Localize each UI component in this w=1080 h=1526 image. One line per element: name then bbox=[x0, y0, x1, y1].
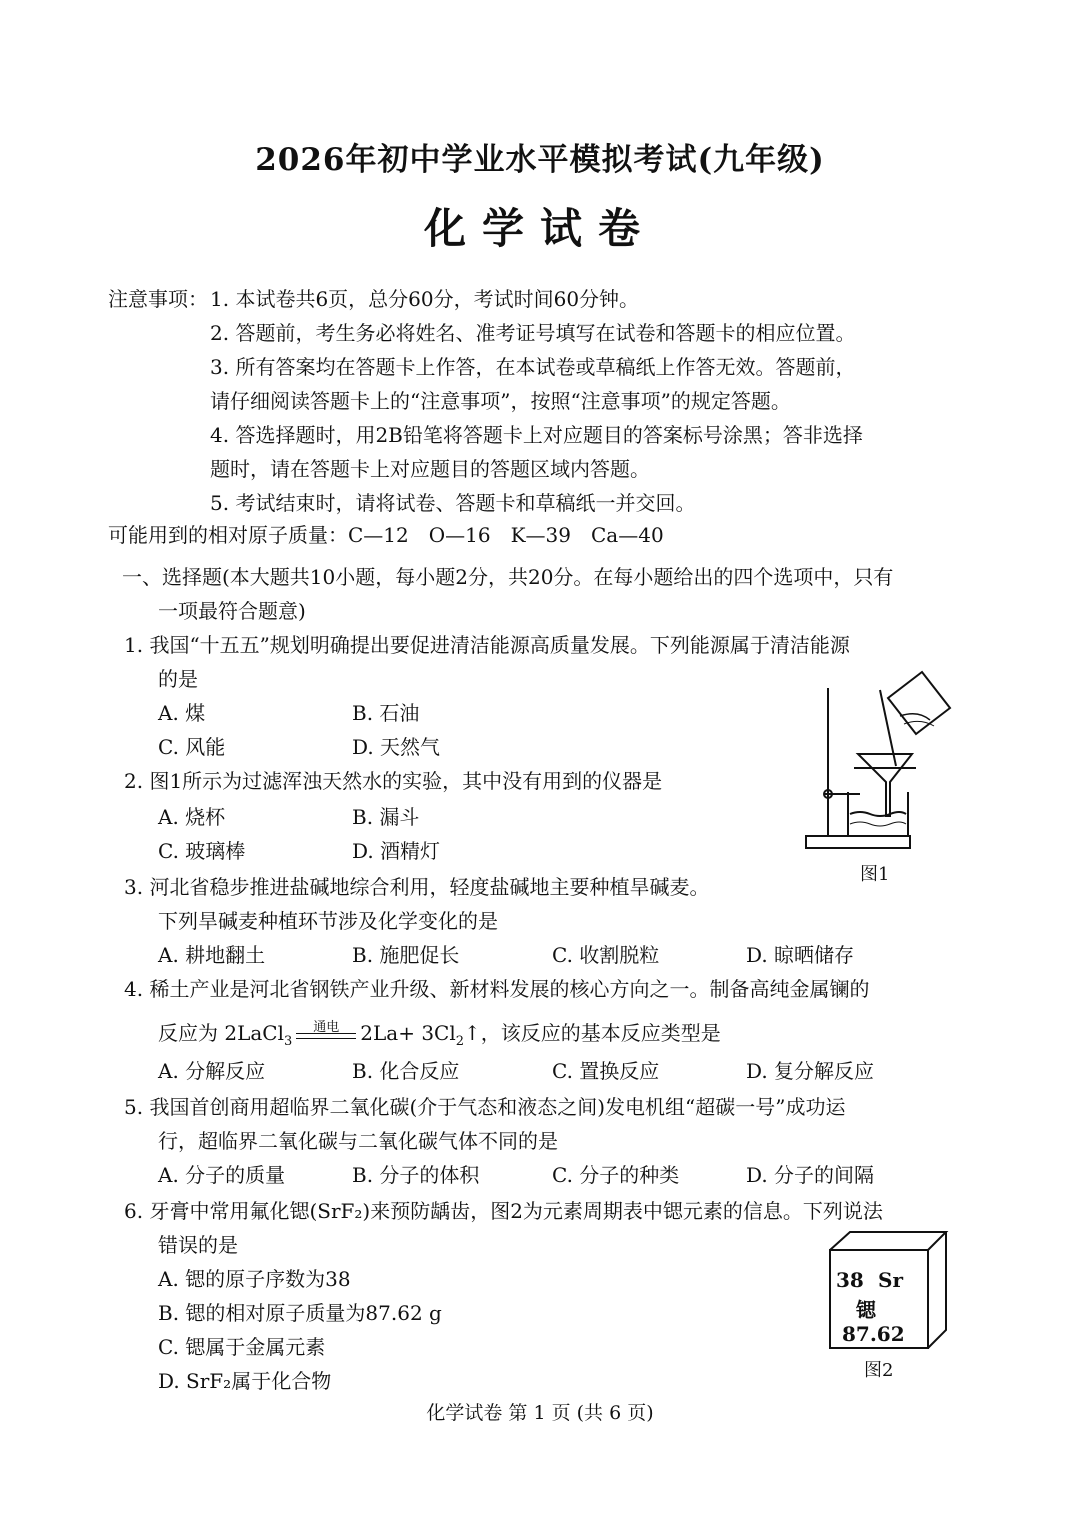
element-name: 锶 bbox=[856, 1298, 876, 1322]
subject-title: 化学试卷 bbox=[423, 204, 656, 253]
question-3: 3. 河北省稳步推进盐碱地综合利用，轻度盐碱地主要种植旱碱麦。 bbox=[124, 875, 710, 899]
q4-option-b: B. 化合反应 bbox=[352, 1059, 460, 1083]
q1-option-b: B. 石油 bbox=[352, 701, 420, 725]
question-2: 2. 图1所示为过滤浑浊天然水的实验，其中没有用到的仪器是 bbox=[124, 769, 663, 793]
question-3-cont: 下列旱碱麦种植环节涉及化学变化的是 bbox=[158, 909, 498, 933]
q2-option-d: D. 酒精灯 bbox=[352, 839, 441, 863]
section-heading-cont: 一项最符合题意) bbox=[158, 599, 306, 623]
figure-1-filtration-apparatus bbox=[800, 668, 960, 858]
question-1: 1. 我国“十五五”规划明确提出要促进清洁能源高质量发展。下列能源属于清洁能源 bbox=[124, 633, 850, 657]
atomic-masses: 可能用到的相对原子质量：C—12 O—16 K—39 Ca—40 bbox=[108, 523, 664, 547]
element-mass: 87.62 bbox=[842, 1322, 905, 1346]
element-number: 38 bbox=[836, 1268, 864, 1292]
question-4: 4. 稀土产业是河北省钢铁产业升级、新材料发展的核心方向之一。制备高纯金属镧的 bbox=[124, 977, 870, 1001]
eq-condition: 通电 bbox=[313, 1019, 340, 1035]
page-footer: 化学试卷 第 1 页 (共 6 页) bbox=[426, 1402, 654, 1424]
notice-item-3a: 3. 所有答案均在答题卡上作答，在本试卷或草稿纸上作答无效。答题前， bbox=[210, 355, 856, 379]
eq-mid: 2La+ 3Cl bbox=[360, 1021, 456, 1045]
question-6-cont: 错误的是 bbox=[158, 1233, 238, 1257]
q5-option-c: C. 分子的种类 bbox=[552, 1163, 680, 1187]
stand-base bbox=[806, 836, 910, 848]
question-5: 5. 我国首创商用超临界二氧化碳(介于气态和液态之间)发电机组“超碳一号”成功运 bbox=[124, 1095, 846, 1119]
eq-arrow bbox=[294, 1019, 358, 1045]
q4-option-a: A. 分解反应 bbox=[158, 1059, 266, 1083]
notice-item-5: 5. 考试结束时，请将试卷、答题卡和草稿纸一并交回。 bbox=[210, 491, 696, 515]
q2-option-b: B. 漏斗 bbox=[352, 805, 420, 829]
question-4-equation bbox=[158, 1016, 721, 1054]
figure-1-caption: 图1 bbox=[860, 864, 890, 885]
exam-title: 2026年初中学业水平模拟考试(九年级) bbox=[255, 142, 825, 178]
q2-option-c: C. 玻璃棒 bbox=[158, 839, 246, 863]
eq-subscript-3: 3 bbox=[284, 1034, 293, 1049]
q5-option-d: D. 分子的间隔 bbox=[746, 1163, 875, 1187]
notice-item-2: 2. 答题前，考生务必将姓名、准考证号填写在试卷和答题卡的相应位置。 bbox=[210, 321, 856, 345]
q1-option-c: C. 风能 bbox=[158, 735, 226, 759]
q6-option-c: C. 锶属于金属元素 bbox=[158, 1335, 326, 1359]
element-symbol: Sr bbox=[878, 1268, 903, 1292]
q3-option-c: C. 收割脱粒 bbox=[552, 943, 660, 967]
q1-option-a: A. 煤 bbox=[158, 701, 206, 725]
notice-item-3b: 请仔细阅读答题卡上的“注意事项”，按照“注意事项”的规定答题。 bbox=[210, 389, 791, 413]
section-heading: 一、选择题(本大题共10小题，每小题2分，共20分。在每小题给出的四个选项中，只有 bbox=[122, 565, 894, 589]
notice-item-1: 1. 本试卷共6页，总分60分，考试时间60分钟。 bbox=[210, 287, 640, 311]
funnel bbox=[858, 754, 912, 816]
q3-option-d: D. 晾晒储存 bbox=[746, 943, 855, 967]
q6-option-a: A. 锶的原子序数为38 bbox=[158, 1267, 351, 1291]
eq-subscript-2: 2 bbox=[455, 1034, 465, 1049]
beaker-lower bbox=[848, 792, 908, 836]
q5-option-b: B. 分子的体积 bbox=[352, 1163, 480, 1187]
notice-item-4b: 题时，请在答题卡上对应题目的答题区域内答题。 bbox=[210, 457, 650, 481]
q3-option-a: A. 耕地翻土 bbox=[158, 943, 266, 967]
q5-option-a: A. 分子的质量 bbox=[158, 1163, 286, 1187]
question-1-cont: 的是 bbox=[158, 667, 198, 691]
question-6: 6. 牙膏中常用氟化锶(SrF₂)来预防龋齿，图2为元素周期表中锶元素的信息。下列说法 bbox=[124, 1199, 883, 1223]
q6-option-b: B. 锶的相对原子质量为87.62 g bbox=[158, 1301, 442, 1325]
question-5-cont: 行，超临界二氧化碳与二氧化碳气体不同的是 bbox=[158, 1129, 558, 1153]
q4-option-d: D. 复分解反应 bbox=[746, 1059, 875, 1083]
q6-option-d: D. SrF₂属于化合物 bbox=[158, 1369, 332, 1393]
notice-item-4a: 4. 答选择题时，用2B铅笔将答题卡上对应题目的答案标号涂黑；答非选择 bbox=[210, 423, 863, 447]
eq-prefix: 反应为 2LaCl bbox=[158, 1021, 284, 1045]
figure-2-caption: 图2 bbox=[864, 1360, 894, 1381]
q2-option-a: A. 烧杯 bbox=[158, 805, 226, 829]
q4-option-c: C. 置换反应 bbox=[552, 1059, 660, 1083]
q1-option-d: D. 天然气 bbox=[352, 735, 441, 759]
notice-label: 注意事项： bbox=[108, 287, 208, 311]
eq-suffix: ↑，该反应的基本反应类型是 bbox=[464, 1021, 721, 1045]
beaker-upper bbox=[888, 672, 950, 734]
q3-option-b: B. 施肥促长 bbox=[352, 943, 460, 967]
